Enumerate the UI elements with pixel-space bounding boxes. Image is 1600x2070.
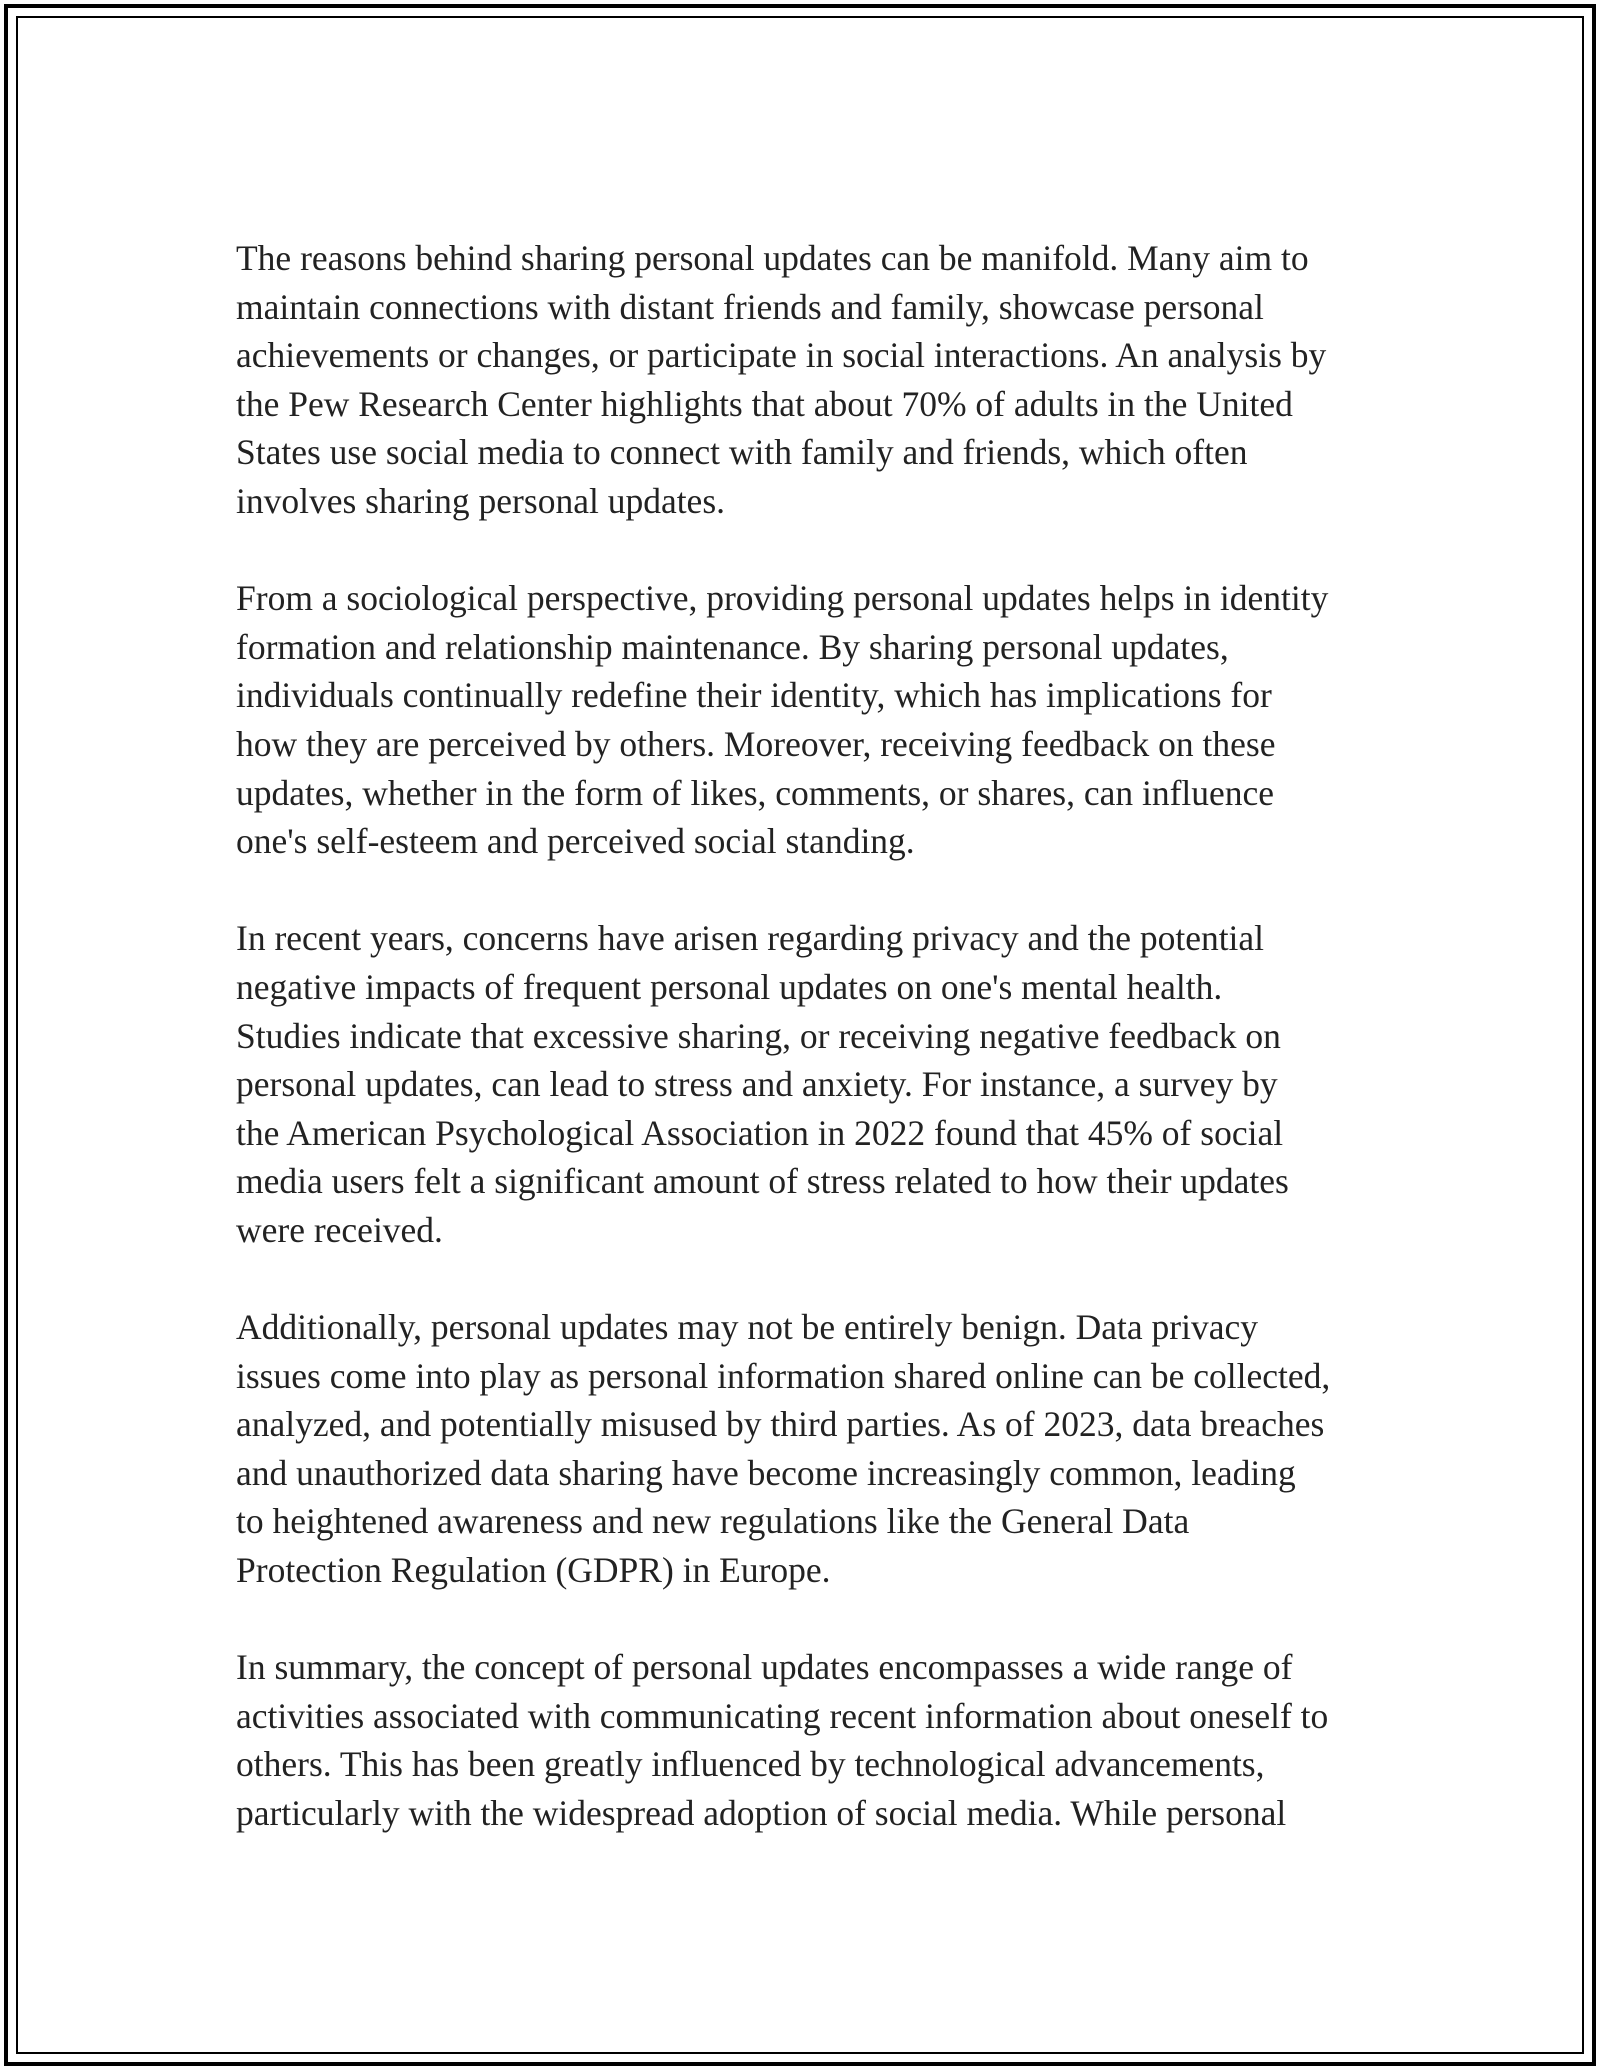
text-line: formation and relationship maintenance. By sharing personal updates, [236, 626, 1229, 667]
text-line: media users felt a significant amount of stress related to how their updates [236, 1161, 1289, 1202]
text-line: Studies indicate that excessive sharing, or receiving negative feedback on [236, 1015, 1281, 1056]
text-line: In summary, the concept of personal updates encompasses a wide range of [236, 1647, 1293, 1688]
text-line: Protection Regulation (GDPR) in Europe. [236, 1550, 831, 1591]
paragraph-4 [236, 1303, 1376, 1595]
text-line: others. This has been greatly influenced by technological advancements, [236, 1744, 1265, 1785]
paragraph-2 [236, 574, 1376, 866]
text-line: the Pew Research Center highlights that about 70% of adults in the United [236, 383, 1293, 424]
text-line: involves sharing personal updates. [236, 480, 726, 521]
text-line: the American Psychological Association in 2022 found that 45% of social [236, 1112, 1284, 1153]
text-line: individuals continually redefine their identity, which has implications for [236, 675, 1272, 716]
text-line: maintain connections with distant friends and family, showcase personal [236, 286, 1264, 327]
text-line: one's self-esteem and perceived social standing. [236, 821, 915, 862]
text-line: to heightened awareness and new regulations like the General Data [236, 1501, 1190, 1542]
text-line: particularly with the widespread adoption of social media. While personal [236, 1793, 1287, 1833]
paragraph-1 [236, 234, 1376, 526]
text-line: In recent years, concerns have arisen regarding privacy and the potential [236, 918, 1265, 959]
text-line: analyzed, and potentially misused by third parties. As of 2023, data breaches [236, 1404, 1325, 1445]
text-line: were received. [236, 1209, 443, 1250]
text-line: activities associated with communicating recent information about oneself to [236, 1695, 1329, 1736]
text-line: Additionally, personal updates may not be entirely benign. Data privacy [236, 1307, 1258, 1348]
text-line: achievements or changes, or participate in social interactions. An analysis by [236, 335, 1327, 376]
paragraph-3 [236, 914, 1376, 1254]
text-line: issues come into play as personal information shared online can be collected, [236, 1355, 1331, 1396]
text-line: States use social media to connect with family and friends, which often [236, 432, 1248, 473]
text-line: From a sociological perspective, providing personal updates helps in identity [236, 578, 1329, 619]
text-line: and unauthorized data sharing have become increasingly common, leading [236, 1452, 1296, 1493]
text-line: updates, whether in the form of likes, comments, or shares, can influence [236, 772, 1275, 813]
text-line: The reasons behind sharing personal updates can be manifold. Many aim to [236, 238, 1309, 278]
paragraph-5 [236, 1643, 1376, 1837]
document-body [236, 234, 1376, 1886]
text-line: personal updates, can lead to stress and anxiety. For instance, a survey by [236, 1064, 1278, 1105]
text-line: negative impacts of frequent personal updates on one's mental health. [236, 966, 1223, 1007]
text-line: how they are perceived by others. Moreover, receiving feedback on these [236, 723, 1276, 764]
